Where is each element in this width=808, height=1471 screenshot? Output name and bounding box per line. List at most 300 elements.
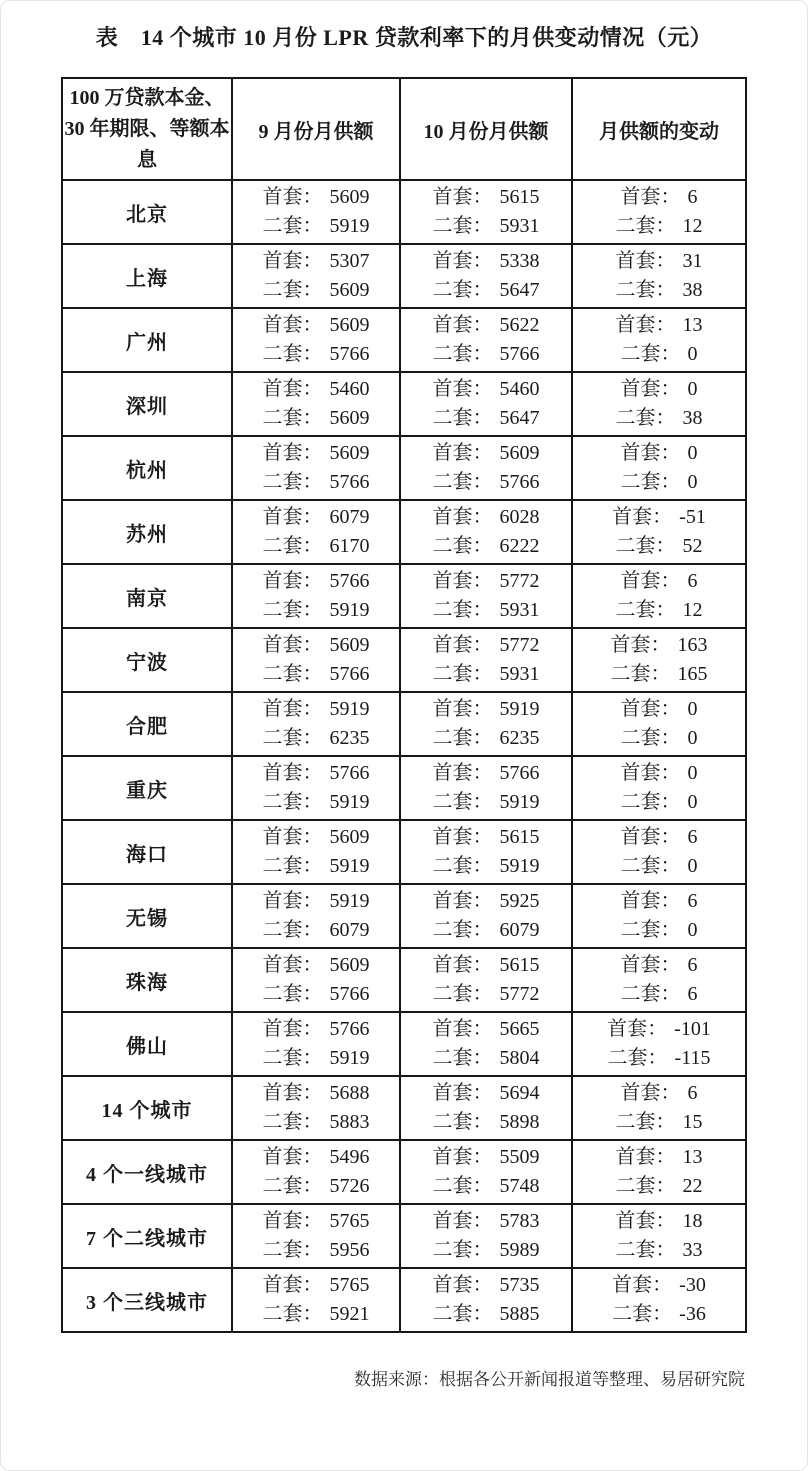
- change-cell: [572, 180, 746, 244]
- second-home-label: 二套：: [262, 279, 323, 301]
- second-home-value: 12: [682, 215, 703, 237]
- second-home-label: 二套：: [612, 1303, 673, 1325]
- first-home-value: 18: [682, 1210, 703, 1232]
- first-home-label: 首套：: [615, 314, 676, 336]
- second-home-value: 5931: [499, 215, 540, 237]
- change-cell: [572, 372, 746, 436]
- first-home-label: 首套：: [432, 1082, 493, 1104]
- second-home-value: 5919: [499, 791, 540, 813]
- first-home-value: 5766: [329, 1018, 370, 1040]
- table-row: [62, 180, 746, 244]
- first-home-line: [573, 247, 745, 276]
- second-home-value: 0: [687, 855, 698, 877]
- second-home-label: 二套：: [262, 343, 323, 365]
- second-home-label: 二套：: [262, 919, 323, 941]
- second-home-value: 5766: [329, 343, 370, 365]
- first-home-label: 首套：: [620, 890, 681, 912]
- second-home-label: 二套：: [262, 215, 323, 237]
- table-row: [62, 1204, 746, 1268]
- second-home-value: 38: [682, 407, 703, 429]
- second-home-value: 5931: [499, 663, 540, 685]
- second-home-value: 52: [682, 535, 703, 557]
- header-loan-terms: 100 万贷款本金、30 年期限、等额本息: [62, 78, 232, 180]
- second-home-line: [573, 980, 745, 1009]
- first-home-line: [401, 183, 571, 212]
- first-home-value: 5609: [329, 442, 370, 464]
- first-home-value: 6: [687, 570, 698, 592]
- first-home-value: 6: [687, 186, 698, 208]
- first-home-label: 首套：: [432, 250, 493, 272]
- second-home-value: 15: [682, 1111, 703, 1133]
- table-body: [62, 180, 746, 1332]
- second-home-line: [573, 724, 745, 753]
- first-home-line: [573, 567, 745, 596]
- first-home-value: 5765: [329, 1274, 370, 1296]
- second-home-line: [233, 1108, 399, 1137]
- first-home-label: 首套：: [262, 570, 323, 592]
- header-payment-change: 月供额的变动: [572, 78, 746, 180]
- second-home-label: 二套：: [432, 727, 493, 749]
- change-cell: [572, 820, 746, 884]
- table-row: [62, 948, 746, 1012]
- second-home-label: 二套：: [615, 279, 676, 301]
- second-home-line: [401, 916, 571, 945]
- first-home-label: 首套：: [432, 826, 493, 848]
- second-home-line: [573, 660, 745, 689]
- first-home-label: 首套：: [432, 314, 493, 336]
- second-home-line: [401, 788, 571, 817]
- city-cell: 重庆: [62, 756, 232, 820]
- second-home-line: [233, 468, 399, 497]
- first-home-value: 6079: [329, 506, 370, 528]
- first-home-value: 163: [677, 634, 708, 656]
- second-home-value: 5919: [329, 215, 370, 237]
- second-home-label: 二套：: [432, 471, 493, 493]
- city-cell: 合肥: [62, 692, 232, 756]
- first-home-line: [401, 823, 571, 852]
- first-home-line: [233, 1143, 399, 1172]
- second-home-line: [401, 852, 571, 881]
- second-home-label: 二套：: [262, 1303, 323, 1325]
- change-cell: [572, 948, 746, 1012]
- second-home-label: 二套：: [262, 471, 323, 493]
- october-cell: [400, 1204, 572, 1268]
- second-home-line: [401, 404, 571, 433]
- second-home-value: 6: [687, 983, 698, 1005]
- header-row: [62, 78, 746, 180]
- first-home-line: [401, 1207, 571, 1236]
- october-cell: [400, 244, 572, 308]
- first-home-label: 首套：: [620, 378, 681, 400]
- second-home-line: [233, 660, 399, 689]
- second-home-label: 二套：: [432, 407, 493, 429]
- second-home-label: 二套：: [615, 535, 676, 557]
- first-home-label: 首套：: [262, 378, 323, 400]
- first-home-line: [233, 1079, 399, 1108]
- first-home-value: 6: [687, 1082, 698, 1104]
- second-home-line: [573, 1108, 745, 1137]
- first-home-line: [573, 439, 745, 468]
- first-home-line: [573, 759, 745, 788]
- table-row: [62, 628, 746, 692]
- city-cell: 宁波: [62, 628, 232, 692]
- second-home-label: 二套：: [432, 663, 493, 685]
- first-home-label: 首套：: [620, 1082, 681, 1104]
- first-home-label: 首套：: [612, 506, 673, 528]
- second-home-label: 二套：: [432, 343, 493, 365]
- first-home-value: 5615: [499, 954, 540, 976]
- second-home-line: [233, 212, 399, 241]
- second-home-label: 二套：: [432, 1175, 493, 1197]
- first-home-value: 5609: [329, 954, 370, 976]
- first-home-line: [233, 823, 399, 852]
- first-home-label: 首套：: [432, 378, 493, 400]
- header-october-payment: 10 月份月供额: [400, 78, 572, 180]
- second-home-line: [233, 980, 399, 1009]
- first-home-value: 6: [687, 890, 698, 912]
- second-home-label: 二套：: [262, 1239, 323, 1261]
- first-home-label: 首套：: [432, 698, 493, 720]
- first-home-line: [233, 887, 399, 916]
- first-home-label: 首套：: [262, 1210, 323, 1232]
- september-cell: [232, 628, 400, 692]
- first-home-label: 首套：: [262, 1146, 323, 1168]
- first-home-label: 首套：: [620, 698, 681, 720]
- second-home-line: [233, 404, 399, 433]
- second-home-value: 5766: [499, 471, 540, 493]
- second-home-line: [573, 596, 745, 625]
- second-home-value: 5919: [499, 855, 540, 877]
- second-home-value: 6170: [329, 535, 370, 557]
- second-home-value: 5772: [499, 983, 540, 1005]
- first-home-label: 首套：: [262, 954, 323, 976]
- second-home-value: 5647: [499, 407, 540, 429]
- first-home-value: 5735: [499, 1274, 540, 1296]
- change-cell: [572, 564, 746, 628]
- first-home-value: 5688: [329, 1082, 370, 1104]
- lpr-payment-table: [61, 77, 747, 1333]
- first-home-label: 首套：: [432, 186, 493, 208]
- second-home-line: [573, 1044, 745, 1073]
- first-home-label: 首套：: [262, 506, 323, 528]
- second-home-label: 二套：: [432, 983, 493, 1005]
- october-cell: [400, 500, 572, 564]
- first-home-label: 首套：: [262, 826, 323, 848]
- first-home-label: 首套：: [432, 570, 493, 592]
- september-cell: [232, 180, 400, 244]
- october-cell: [400, 628, 572, 692]
- first-home-line: [573, 951, 745, 980]
- second-home-line: [573, 340, 745, 369]
- first-home-label: 首套：: [262, 186, 323, 208]
- second-home-line: [573, 852, 745, 881]
- first-home-value: 6: [687, 954, 698, 976]
- second-home-line: [401, 1172, 571, 1201]
- first-home-value: 5609: [329, 314, 370, 336]
- second-home-value: 5804: [499, 1047, 540, 1069]
- second-home-value: 5609: [329, 407, 370, 429]
- second-home-line: [233, 532, 399, 561]
- first-home-label: 首套：: [615, 250, 676, 272]
- first-home-value: 5925: [499, 890, 540, 912]
- first-home-value: 5783: [499, 1210, 540, 1232]
- first-home-line: [573, 1015, 745, 1044]
- second-home-label: 二套：: [432, 791, 493, 813]
- second-home-label: 二套：: [620, 343, 681, 365]
- first-home-label: 首套：: [620, 954, 681, 976]
- table-row: [62, 756, 746, 820]
- city-cell: 无锡: [62, 884, 232, 948]
- september-cell: [232, 692, 400, 756]
- second-home-value: 5919: [329, 855, 370, 877]
- first-home-line: [401, 503, 571, 532]
- table-row: [62, 1076, 746, 1140]
- september-cell: [232, 244, 400, 308]
- second-home-line: [233, 852, 399, 881]
- second-home-value: 165: [677, 663, 708, 685]
- second-home-value: 0: [687, 919, 698, 941]
- city-cell: 南京: [62, 564, 232, 628]
- first-home-label: 首套：: [262, 634, 323, 656]
- october-cell: [400, 820, 572, 884]
- september-cell: [232, 948, 400, 1012]
- first-home-line: [401, 439, 571, 468]
- october-cell: [400, 756, 572, 820]
- first-home-value: 5609: [329, 634, 370, 656]
- first-home-value: 13: [682, 314, 703, 336]
- first-home-line: [233, 247, 399, 276]
- september-cell: [232, 436, 400, 500]
- first-home-line: [401, 375, 571, 404]
- first-home-value: 5694: [499, 1082, 540, 1104]
- first-home-label: 首套：: [432, 1210, 493, 1232]
- second-home-value: 5898: [499, 1111, 540, 1133]
- second-home-label: 二套：: [620, 855, 681, 877]
- second-home-value: -36: [679, 1303, 706, 1325]
- data-source-note: 数据来源：根据各公开新闻报道等整理、易居研究院: [354, 1370, 745, 1389]
- first-home-label: 首套：: [620, 570, 681, 592]
- october-cell: [400, 564, 572, 628]
- change-cell: [572, 692, 746, 756]
- second-home-line: [233, 1172, 399, 1201]
- second-home-label: 二套：: [432, 1111, 493, 1133]
- second-home-label: 二套：: [620, 727, 681, 749]
- second-home-line: [233, 1044, 399, 1073]
- change-cell: [572, 244, 746, 308]
- second-home-line: [401, 1236, 571, 1265]
- first-home-value: 5919: [499, 698, 540, 720]
- second-home-label: 二套：: [615, 599, 676, 621]
- city-cell: 珠海: [62, 948, 232, 1012]
- change-cell: [572, 308, 746, 372]
- second-home-value: 22: [682, 1175, 703, 1197]
- first-home-label: 首套：: [612, 1274, 673, 1296]
- change-cell: [572, 1140, 746, 1204]
- change-cell: [572, 628, 746, 692]
- first-home-line: [233, 631, 399, 660]
- second-home-line: [401, 1300, 571, 1329]
- first-home-value: 5338: [499, 250, 540, 272]
- first-home-value: 5766: [329, 762, 370, 784]
- september-cell: [232, 1140, 400, 1204]
- first-home-value: 5622: [499, 314, 540, 336]
- first-home-line: [401, 1079, 571, 1108]
- first-home-value: 5766: [329, 570, 370, 592]
- first-home-line: [401, 1271, 571, 1300]
- first-home-value: -101: [674, 1018, 711, 1040]
- second-home-value: 5609: [329, 279, 370, 301]
- second-home-value: 33: [682, 1239, 703, 1261]
- first-home-line: [233, 311, 399, 340]
- second-home-line: [401, 1108, 571, 1137]
- second-home-label: 二套：: [615, 215, 676, 237]
- second-home-label: 二套：: [262, 599, 323, 621]
- second-home-line: [573, 468, 745, 497]
- second-home-label: 二套：: [262, 983, 323, 1005]
- second-home-label: 二套：: [262, 535, 323, 557]
- city-cell: 佛山: [62, 1012, 232, 1076]
- change-cell: [572, 1268, 746, 1332]
- table-row: [62, 692, 746, 756]
- second-home-label: 二套：: [615, 407, 676, 429]
- table-row: [62, 500, 746, 564]
- first-home-value: 0: [687, 762, 698, 784]
- second-home-label: 二套：: [262, 727, 323, 749]
- change-cell: [572, 500, 746, 564]
- second-home-line: [401, 212, 571, 241]
- page-title: 表 14 个城市 10 月份 LPR 贷款利率下的月供变动情况（元）: [95, 25, 713, 50]
- second-home-value: 0: [687, 791, 698, 813]
- second-home-line: [233, 596, 399, 625]
- second-home-line: [573, 276, 745, 305]
- first-home-line: [401, 311, 571, 340]
- first-home-label: 首套：: [610, 634, 671, 656]
- october-cell: [400, 180, 572, 244]
- first-home-line: [233, 439, 399, 468]
- second-home-value: 5989: [499, 1239, 540, 1261]
- first-home-label: 首套：: [432, 890, 493, 912]
- second-home-line: [233, 788, 399, 817]
- second-home-label: 二套：: [615, 1111, 676, 1133]
- second-home-line: [401, 1044, 571, 1073]
- first-home-line: [401, 759, 571, 788]
- october-cell: [400, 1012, 572, 1076]
- table-row: [62, 244, 746, 308]
- city-cell: 海口: [62, 820, 232, 884]
- second-home-label: 二套：: [620, 919, 681, 941]
- first-home-line: [401, 887, 571, 916]
- first-home-line: [233, 567, 399, 596]
- first-home-value: 5609: [329, 826, 370, 848]
- first-home-value: 6028: [499, 506, 540, 528]
- second-home-value: 5885: [499, 1303, 540, 1325]
- table-row: [62, 436, 746, 500]
- table-row: [62, 1268, 746, 1332]
- header-september-payment: 9 月份月供额: [232, 78, 400, 180]
- second-home-value: 5919: [329, 791, 370, 813]
- first-home-line: [573, 695, 745, 724]
- october-cell: [400, 692, 572, 756]
- first-home-line: [401, 1143, 571, 1172]
- first-home-line: [573, 503, 745, 532]
- second-home-value: 6235: [499, 727, 540, 749]
- first-home-value: -30: [679, 1274, 706, 1296]
- first-home-value: 5766: [499, 762, 540, 784]
- first-home-label: 首套：: [620, 442, 681, 464]
- second-home-value: 5919: [329, 599, 370, 621]
- second-home-value: 5647: [499, 279, 540, 301]
- first-home-line: [233, 695, 399, 724]
- second-home-line: [401, 724, 571, 753]
- change-cell: [572, 756, 746, 820]
- first-home-line: [401, 951, 571, 980]
- first-home-line: [401, 567, 571, 596]
- second-home-label: 二套：: [432, 215, 493, 237]
- september-cell: [232, 884, 400, 948]
- second-home-line: [401, 468, 571, 497]
- second-home-value: 0: [687, 727, 698, 749]
- first-home-label: 首套：: [262, 1018, 323, 1040]
- second-home-line: [401, 340, 571, 369]
- second-home-label: 二套：: [262, 1047, 323, 1069]
- second-home-label: 二套：: [432, 599, 493, 621]
- second-home-value: 12: [682, 599, 703, 621]
- first-home-label: 首套：: [262, 250, 323, 272]
- september-cell: [232, 308, 400, 372]
- second-home-label: 二套：: [432, 535, 493, 557]
- first-home-value: 5772: [499, 570, 540, 592]
- september-cell: [232, 564, 400, 628]
- change-cell: [572, 1076, 746, 1140]
- first-home-line: [233, 503, 399, 532]
- change-cell: [572, 436, 746, 500]
- city-cell: 14 个城市: [62, 1076, 232, 1140]
- september-cell: [232, 1268, 400, 1332]
- first-home-label: 首套：: [262, 698, 323, 720]
- september-cell: [232, 372, 400, 436]
- second-home-value: 5921: [329, 1303, 370, 1325]
- table-header: [62, 78, 746, 180]
- second-home-value: 5919: [329, 1047, 370, 1069]
- city-cell: 深圳: [62, 372, 232, 436]
- first-home-label: 首套：: [432, 506, 493, 528]
- change-cell: [572, 1012, 746, 1076]
- october-cell: [400, 436, 572, 500]
- first-home-value: 5609: [329, 186, 370, 208]
- first-home-label: 首套：: [262, 1274, 323, 1296]
- first-home-label: 首套：: [620, 186, 681, 208]
- first-home-label: 首套：: [432, 442, 493, 464]
- first-home-label: 首套：: [262, 890, 323, 912]
- second-home-value: 5766: [329, 663, 370, 685]
- second-home-line: [573, 532, 745, 561]
- second-home-value: 6222: [499, 535, 540, 557]
- city-cell: 7 个二线城市: [62, 1204, 232, 1268]
- first-home-label: 首套：: [615, 1146, 676, 1168]
- september-cell: [232, 1012, 400, 1076]
- first-home-line: [233, 375, 399, 404]
- table-row: [62, 820, 746, 884]
- table-row: [62, 884, 746, 948]
- first-home-label: 首套：: [432, 762, 493, 784]
- september-cell: [232, 820, 400, 884]
- city-cell: 3 个三线城市: [62, 1268, 232, 1332]
- october-cell: [400, 1268, 572, 1332]
- first-home-value: 5919: [329, 698, 370, 720]
- second-home-value: 5766: [329, 471, 370, 493]
- first-home-value: 31: [682, 250, 703, 272]
- first-home-line: [573, 311, 745, 340]
